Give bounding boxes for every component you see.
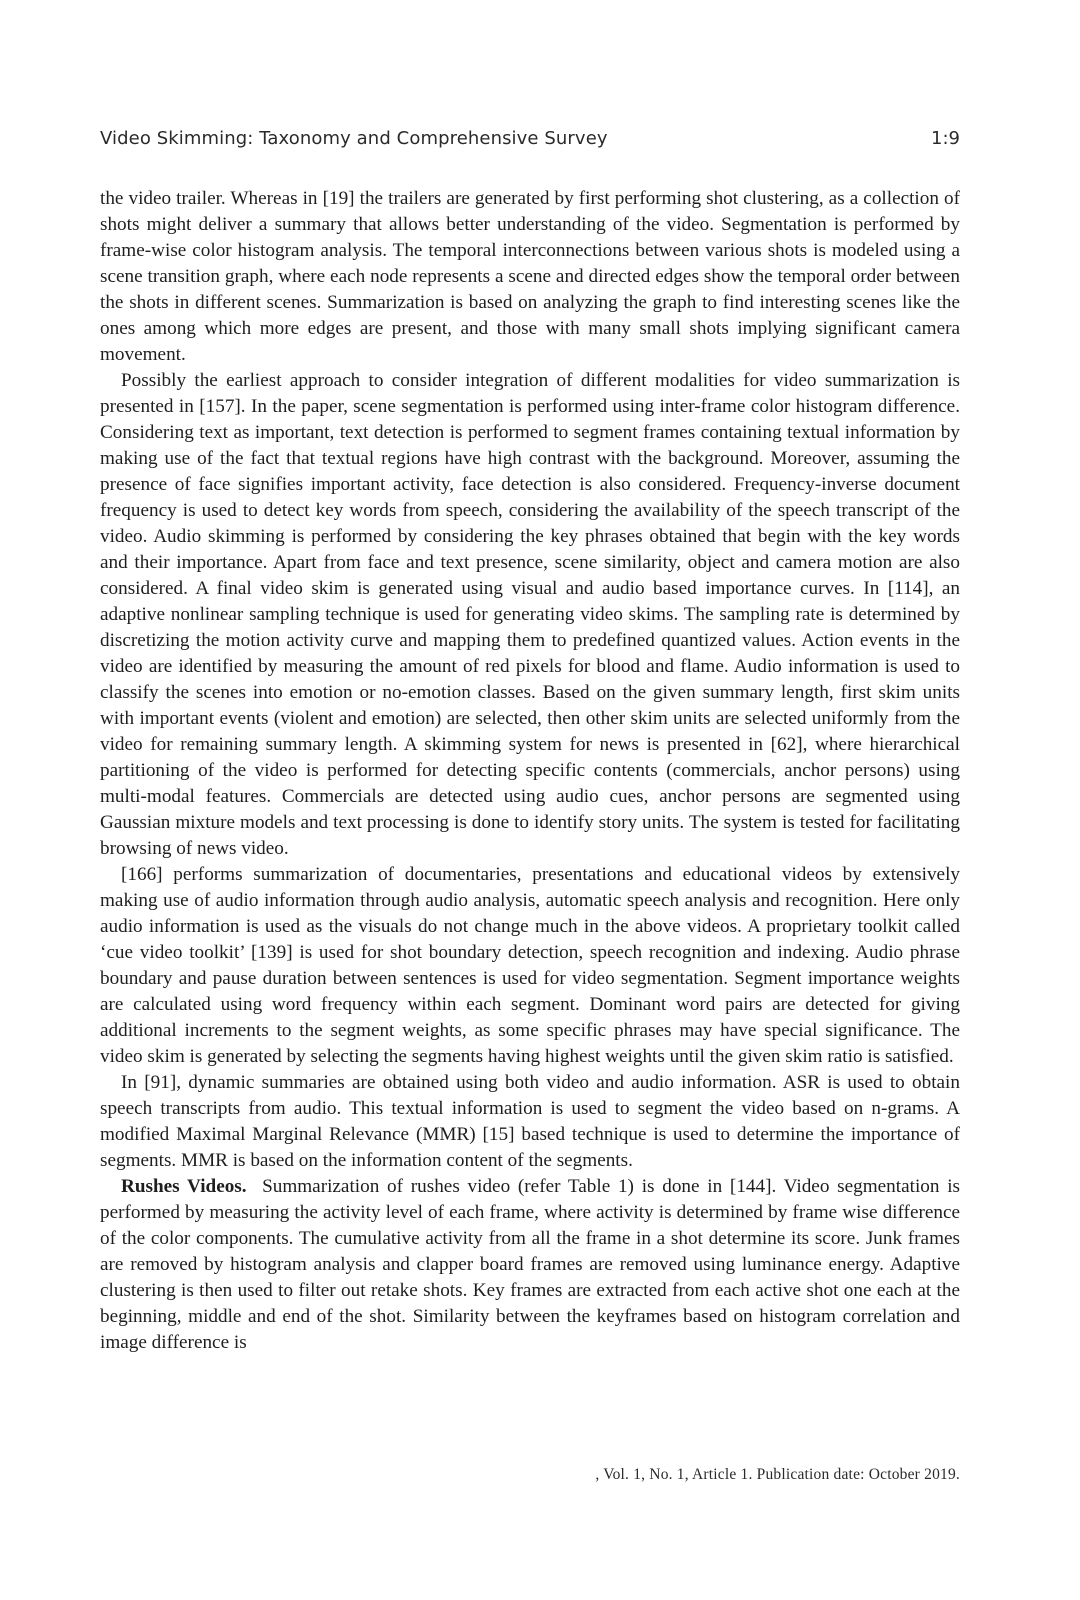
- page-number: 1:9: [931, 128, 960, 149]
- paragraph-3: [166] performs summarization of documentaries, presentations and educational videos by extensively making use of audio information through audio analysis, automatic speech analysis and recognition. Here only audio information is used as the visuals do not change much in the above videos. A proprietary toolkit called ‘cue video toolkit’ [139] is used for shot boundary detection, speech recognition and indexing. Audio phrase boundary and pause duration between sentences is used for video segmentation. Segment importance weights are calculated using word frequency within each segment. Dominant word pairs are detected for giving additional increments to the segment weights, as some specific phrases may have special significance. The video skim is generated by selecting the segments having highest weights until the given skim ratio is satisfied.: [100, 864, 960, 1067]
- running-title: Video Skimming: Taxonomy and Comprehensive Survey: [100, 128, 608, 149]
- footer-citation: , Vol. 1, No. 1, Article 1. Publication date: October 2019.: [595, 1466, 960, 1483]
- paragraph-2: Possibly the earliest approach to consider integration of different modalities for video summarization is presented in [157]. In the paper, scene segmentation is performed using inter-frame color histogram difference. Considering text as important, text detection is performed to segment frames containing textual information by making use of the fact that textual regions have high contrast with the background. Moreover, assuming the presence of face signifies important activity, face detection is also considered. Frequency-inverse document frequency is used to detect key words from speech, considering the availability of the speech transcript of the video. Audio skimming is performed by considering the key phrases obtained that begin with the key words and their importance. Apart from face and text presence, scene similarity, object and camera motion are also considered. A final video skim is generated using visual and audio based importance curves. In [114], an adaptive nonlinear sampling technique is used for generating video skims. The sampling rate is determined by discretizing the motion activity curve and mapping them to predefined quantized values. Action events in the video are identified by measuring the amount of red pixels for blood and flame. Audio information is used to classify the scenes into emotion or no-emotion classes. Based on the given summary length, first skim units with important events (violent and emotion) are selected, then other skim units are selected uniformly from the video for remaining summary length. A skimming system for news is presented in [62], where hierarchical partitioning of the video is performed for detecting specific contents (commercials, anchor persons) using multi-modal features. Commercials are detected using audio cues, anchor persons are segmented using Gaussian mixture models and text processing is done to identify story units. The system is tested for facilitating browsing of news video.: [100, 370, 960, 859]
- running-header: [100, 128, 960, 149]
- run-in-heading-rushes-videos: Rushes Videos.: [121, 1176, 247, 1197]
- paragraph-5-text: Summarization of rushes video (refer Table 1) is done in [144]. Video segmentation is performed by measuring the activity level of each frame, where activity is determined by frame wise difference of the color components. The cumulative activity from all the frame in a shot determine its score. Junk frames are removed by histogram analysis and clapper board frames are removed using luminance energy. Adaptive clustering is then used to filter out retake shots. Key frames are extracted from each active shot one each at the beginning, middle and end of the shot. Similarity between the keyframes based on histogram correlation and image difference is: [100, 1176, 961, 1353]
- paragraph-1: the video trailer. Whereas in [19] the trailers are generated by first performing shot clustering, as a collection of shots might deliver a summary that allows better understanding of the video. Segmentation is performed by frame-wise color histogram analysis. The temporal interconnections between various shots is modeled using a scene transition graph, where each node represents a scene and directed edges show the temporal order between the shots in different scenes. Summarization is based on analyzing the graph to find interesting scenes like the ones among which more edges are present, and those with many small shots implying significant camera movement.: [100, 188, 960, 365]
- paragraph-5: [100, 1174, 960, 1356]
- paragraph-4: In [91], dynamic summaries are obtained using both video and audio information. ASR is used to obtain speech transcripts from audio. This textual information is used to segment the video based on n-grams. A modified Maximal Marginal Relevance (MMR) [15] based technique is used to determine the importance of segments. MMR is based on the information content of the segments.: [100, 1072, 960, 1171]
- main-body: [100, 186, 960, 1356]
